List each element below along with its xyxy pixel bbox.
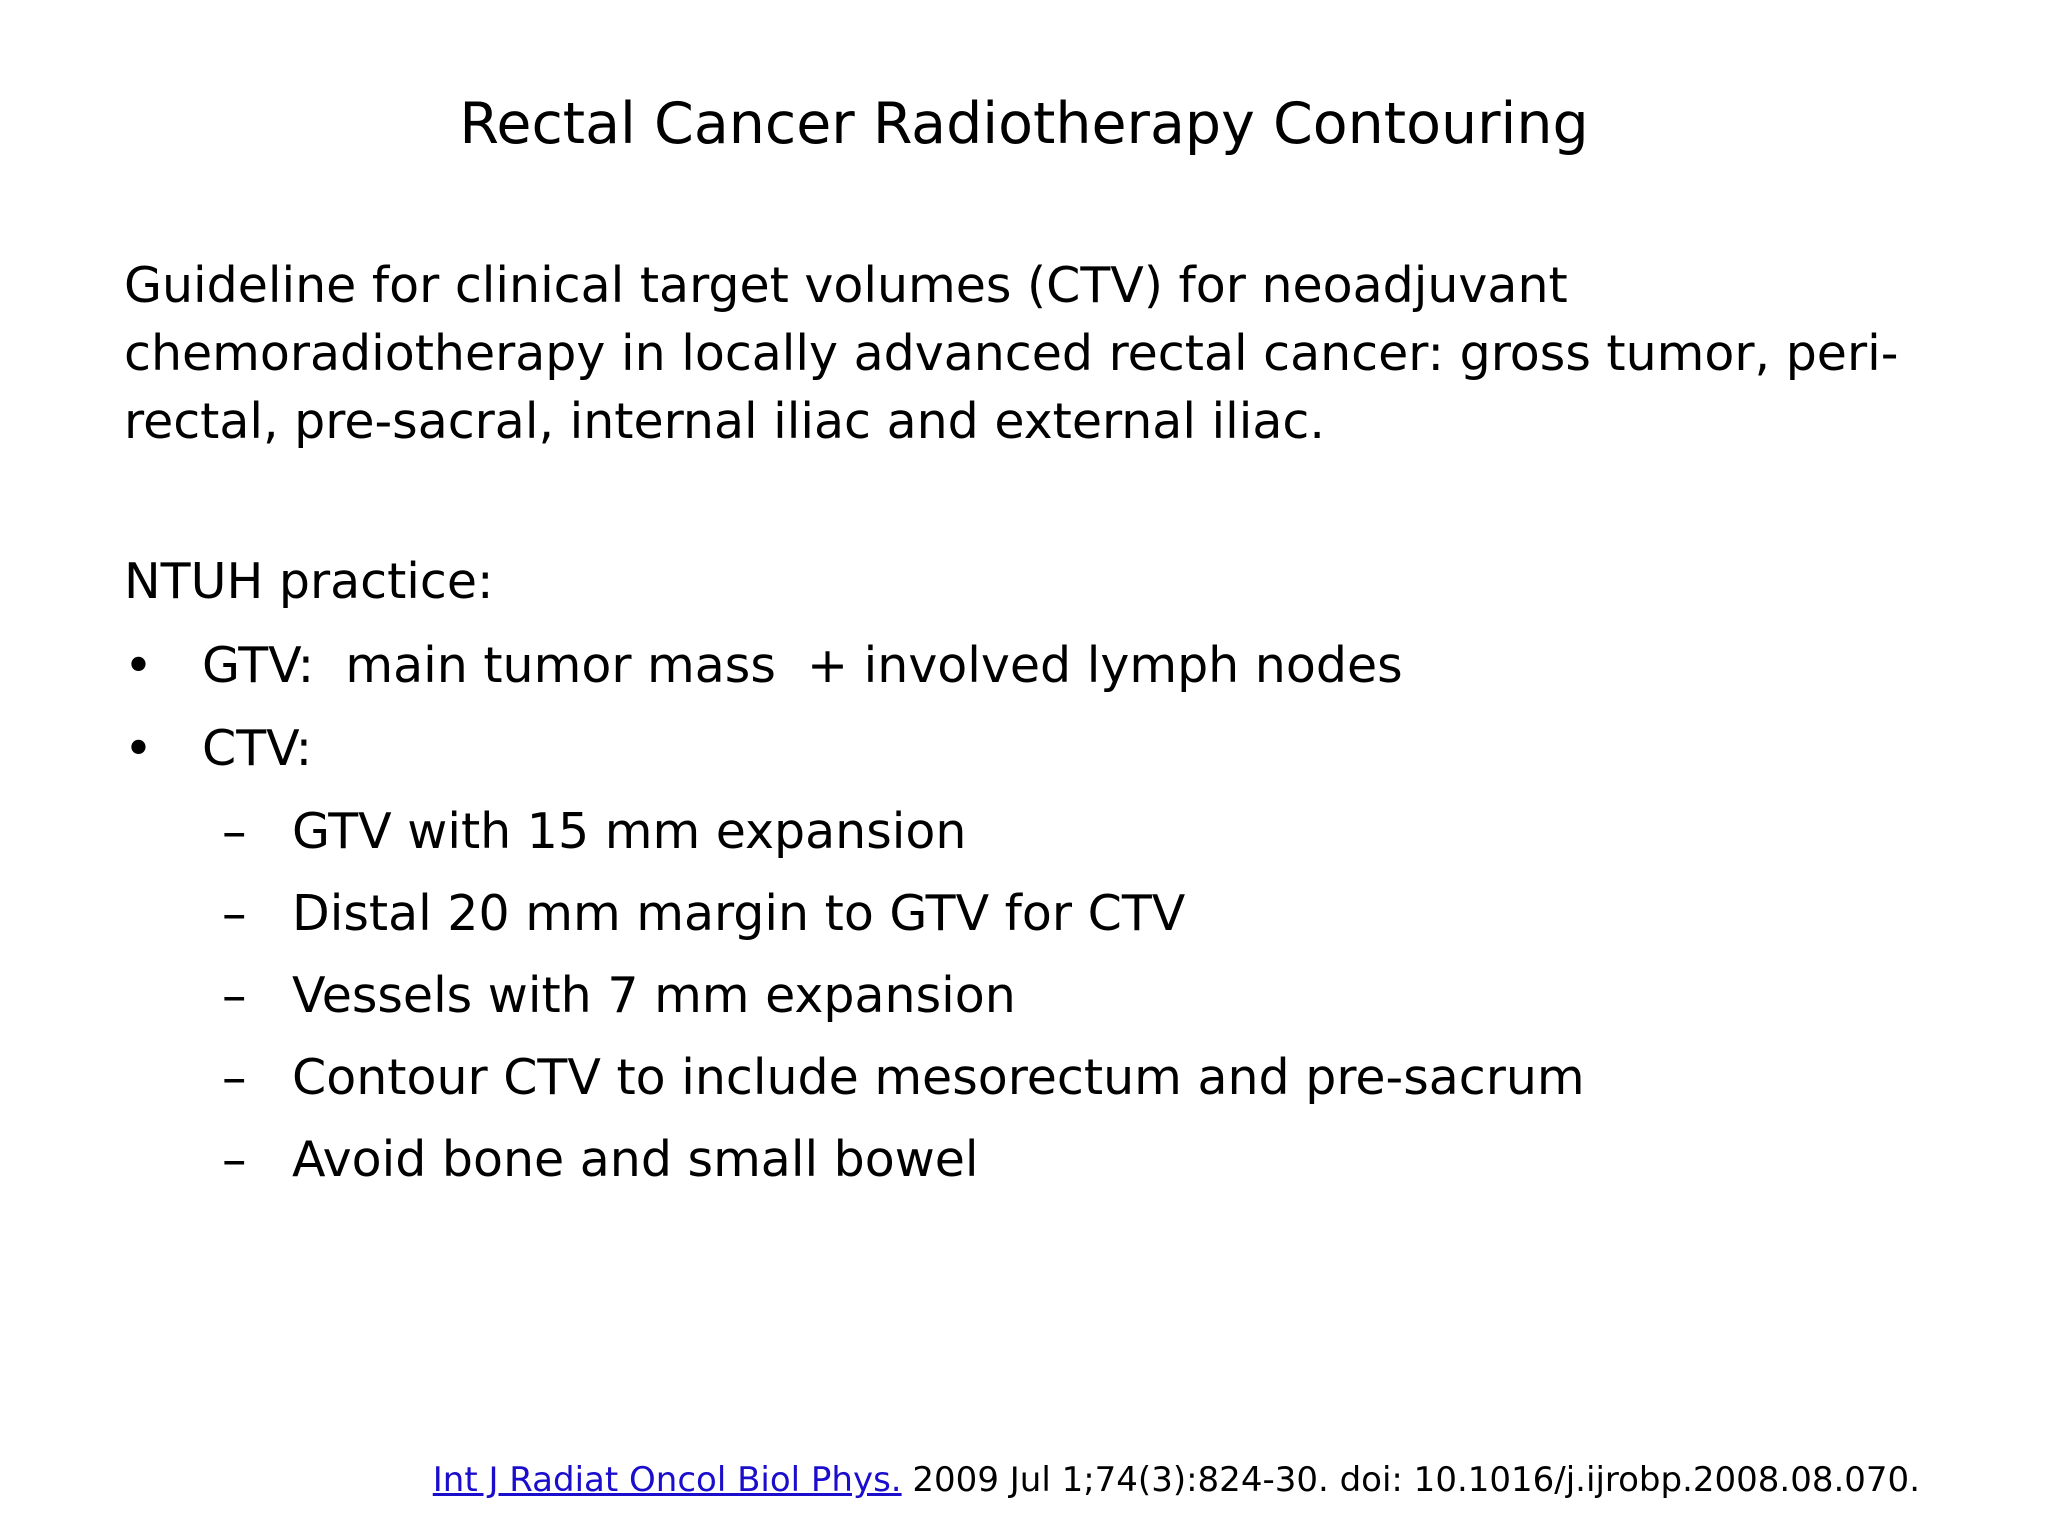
ctv-subitem bbox=[0, 1126, 2048, 1208]
slide-title: Rectal Cancer Radiotherapy Contouring bbox=[459, 91, 1589, 157]
bullet-marker: • bbox=[124, 637, 153, 694]
ctv-subitem bbox=[0, 880, 2048, 962]
dash-marker: – bbox=[222, 1049, 247, 1106]
ctv-subitem-text: Vessels with 7 mm expansion bbox=[292, 967, 1016, 1024]
journal-link[interactable]: Int J Radiat Oncol Biol Phys. bbox=[432, 1460, 902, 1500]
ctv-subitem-text: Contour CTV to include mesorectum and pre-sacrum bbox=[292, 1049, 1585, 1106]
bullet-item-ctv bbox=[0, 715, 2048, 798]
citation bbox=[433, 1458, 1920, 1502]
ctv-subitem bbox=[0, 1044, 2048, 1126]
ctv-subitem-text: Distal 20 mm margin to GTV for CTV bbox=[292, 885, 1186, 942]
practice-heading: NTUH practice: bbox=[124, 553, 494, 610]
dash-marker: – bbox=[222, 1131, 247, 1188]
bullet-text: CTV: bbox=[202, 720, 313, 777]
citation-details: 2009 Jul 1;74(3):824-30. doi: 10.1016/j.ijrobp.2008.08.070. bbox=[901, 1460, 1920, 1500]
dash-marker: – bbox=[222, 803, 247, 860]
bullet-item-gtv bbox=[0, 632, 2048, 715]
ctv-subitem bbox=[0, 798, 2048, 880]
bullet-text: GTV: main tumor mass + involved lymph nodes bbox=[202, 637, 1403, 694]
ctv-subitem-text: GTV with 15 mm expansion bbox=[292, 803, 967, 860]
ctv-subitem-text: Avoid bone and small bowel bbox=[292, 1131, 979, 1188]
bullet-marker: • bbox=[124, 720, 153, 777]
ctv-subitem bbox=[0, 962, 2048, 1044]
ctv-subitem-list bbox=[0, 798, 2048, 1208]
dash-marker: – bbox=[222, 967, 247, 1024]
dash-marker: – bbox=[222, 885, 247, 942]
bullet-list bbox=[0, 632, 2048, 798]
intro-paragraph: Guideline for clinical target volumes (CTV) for neoadjuvant chemoradiotherapy in locally advanced rectal cancer: gross tumor, peri-rectal, pre-sacral, internal iliac and external iliac. bbox=[124, 257, 1899, 450]
